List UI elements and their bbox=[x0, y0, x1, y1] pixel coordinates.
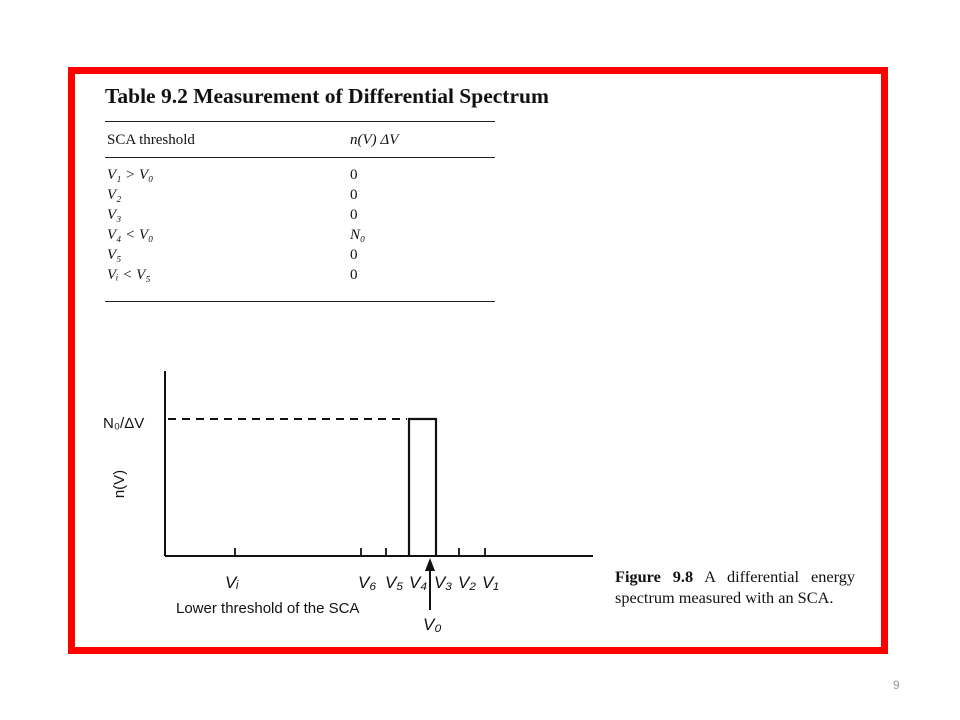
tick-label-v6: V₆ bbox=[358, 573, 377, 592]
row-value: 0 bbox=[350, 267, 358, 283]
row-value: N₀ bbox=[350, 227, 366, 243]
row-value: 0 bbox=[350, 167, 358, 183]
row-value: 0 bbox=[350, 247, 358, 263]
x-axis-label: Lower threshold of the SCA bbox=[176, 600, 360, 617]
y-level-label: N₀/ΔV bbox=[103, 415, 145, 432]
row-value: 0 bbox=[350, 187, 358, 203]
row-threshold: V₃ bbox=[107, 207, 122, 223]
figure-caption bbox=[615, 566, 855, 608]
row-threshold: V₅ bbox=[107, 247, 122, 263]
row-threshold: V₁ > V₀ bbox=[107, 167, 154, 183]
col-header-threshold: SCA threshold bbox=[107, 132, 195, 148]
differential-spectrum-figure bbox=[75, 74, 881, 647]
col-header-count: n(V) ΔV bbox=[350, 132, 399, 148]
spectrum-peak-bar bbox=[409, 419, 436, 556]
v0-arrow-head bbox=[425, 558, 435, 571]
page-number: 9 bbox=[893, 678, 900, 692]
y-axis-label: n(V) bbox=[111, 469, 128, 499]
tick-label-vi: Vᵢ bbox=[225, 573, 239, 592]
tick-label-v1: V₁ bbox=[482, 573, 499, 592]
tick-label-v3: V₃ bbox=[434, 573, 453, 592]
row-value: 0 bbox=[350, 207, 358, 223]
tick-label-v5: V₅ bbox=[385, 573, 404, 592]
caption-text: A differential energy spectrum measured with an SCA. bbox=[615, 567, 856, 607]
tick-label-v4: V₄ bbox=[409, 573, 428, 592]
row-threshold: Vᵢ < V₅ bbox=[107, 267, 151, 283]
row-threshold: V₂ bbox=[107, 187, 122, 203]
row-threshold: V₄ < V₀ bbox=[107, 227, 154, 243]
tick-label-v2: V₂ bbox=[458, 573, 476, 592]
v0-label: V₀ bbox=[423, 615, 442, 634]
slide-frame bbox=[68, 67, 888, 654]
caption-label: Figure 9.8 bbox=[615, 567, 694, 586]
table-title: Table 9.2 Measurement of Differential Spectrum bbox=[105, 84, 549, 108]
